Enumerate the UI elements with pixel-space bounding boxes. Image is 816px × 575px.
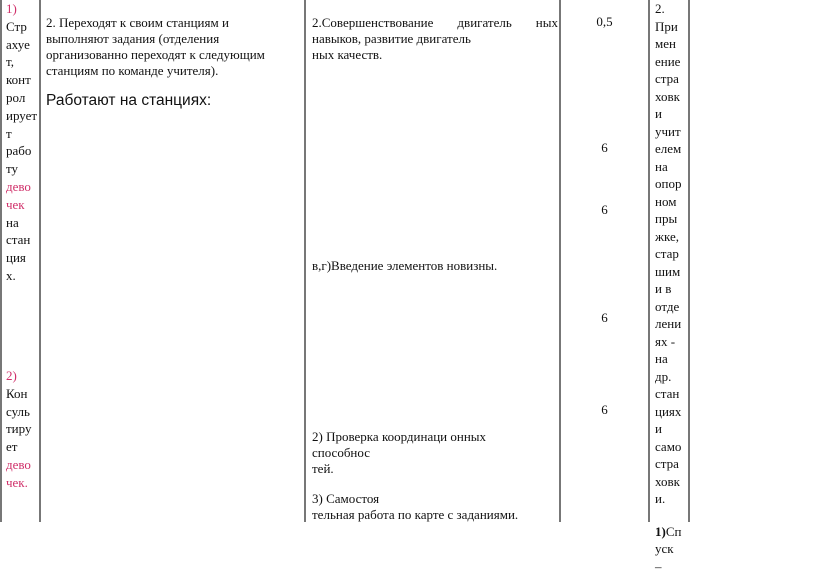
table-border [39, 0, 41, 522]
text: дево [6, 178, 37, 196]
text: 2) Проверка координаци онных [312, 429, 518, 445]
text: лени [655, 315, 681, 333]
text: ахуе [6, 36, 37, 54]
text: т, [6, 53, 37, 71]
text: стар [655, 245, 681, 263]
text: циях [655, 403, 681, 421]
goals-2 [312, 258, 497, 274]
time-value: 6 [560, 402, 649, 418]
text: на [655, 158, 681, 176]
text: конт [6, 71, 37, 89]
text: чек [6, 196, 37, 214]
table-border [648, 0, 650, 522]
text: ирует [6, 107, 37, 125]
time-value: 6 [560, 140, 649, 156]
text: пры [655, 210, 681, 228]
text: – [655, 558, 681, 575]
text: ном [655, 193, 681, 211]
text: Кон [6, 385, 31, 403]
text: учит [655, 123, 681, 141]
text: 2.Совершенствование двигатель ных [312, 15, 558, 31]
text: стан [655, 385, 681, 403]
text: станциям по команде учителя). [46, 63, 265, 79]
notes-column [655, 0, 681, 575]
table-border [304, 0, 306, 522]
table-border [688, 0, 690, 522]
text: Стр [6, 18, 37, 36]
text: елем [655, 140, 681, 158]
time-value: 6 [560, 202, 649, 218]
student-actions [46, 15, 265, 109]
text: чек. [6, 474, 31, 492]
text: на [6, 214, 37, 232]
text: ция [6, 249, 37, 267]
text: При [655, 18, 681, 36]
text: навыков, развитие двигатель [312, 31, 558, 47]
text: опор [655, 175, 681, 193]
text: само [655, 438, 681, 456]
teacher-actions-1 [6, 0, 37, 285]
text: тиру [6, 420, 31, 438]
time-value: 6 [560, 310, 649, 326]
text: рол [6, 89, 37, 107]
text: способнос [312, 445, 518, 461]
text: шим [655, 263, 681, 281]
text: 1) [655, 524, 666, 539]
text: на [655, 350, 681, 368]
text: ховк [655, 88, 681, 106]
text: 2. Переходят к своим станциям и [46, 15, 265, 31]
teacher-actions-2 [6, 367, 31, 492]
text: и в [655, 280, 681, 298]
table-border [0, 0, 2, 522]
text: х. [6, 267, 37, 285]
time-value: 0,5 [560, 14, 649, 30]
text: ту [6, 160, 37, 178]
text: выполняют задания (отделения [46, 31, 265, 47]
text: стра [655, 455, 681, 473]
text: жке, [655, 228, 681, 246]
text: ение [655, 53, 681, 71]
text: и. [655, 490, 681, 508]
text: рабо [6, 142, 37, 160]
text: 2) [6, 367, 31, 385]
text: 1) [6, 0, 37, 18]
text: организованно переходят к следующим [46, 47, 265, 63]
text: дево [6, 456, 31, 474]
text: 3) Самостоя [312, 491, 518, 507]
text: стра [655, 70, 681, 88]
text: ях - [655, 333, 681, 351]
text: ет [6, 438, 31, 456]
text: в,г)Введение элементов новизны. [312, 258, 497, 274]
text: т [6, 125, 37, 143]
text: и [655, 105, 681, 123]
text: др. [655, 368, 681, 386]
text: Сп [666, 524, 682, 539]
text: ховк [655, 473, 681, 491]
text: 2. [655, 0, 681, 18]
text: мен [655, 35, 681, 53]
text: тельная работа по карте с заданиями. [312, 507, 518, 523]
text: отде [655, 298, 681, 316]
text: ных качеств. [312, 47, 558, 63]
text: тей. [312, 461, 518, 477]
text: стан [6, 231, 37, 249]
table-border [559, 0, 561, 522]
heading: Работают на станциях: [46, 93, 265, 109]
text: суль [6, 403, 31, 421]
goals-3 [312, 429, 518, 523]
text: уск [655, 540, 681, 558]
goals-1 [312, 15, 558, 63]
text: и [655, 420, 681, 438]
